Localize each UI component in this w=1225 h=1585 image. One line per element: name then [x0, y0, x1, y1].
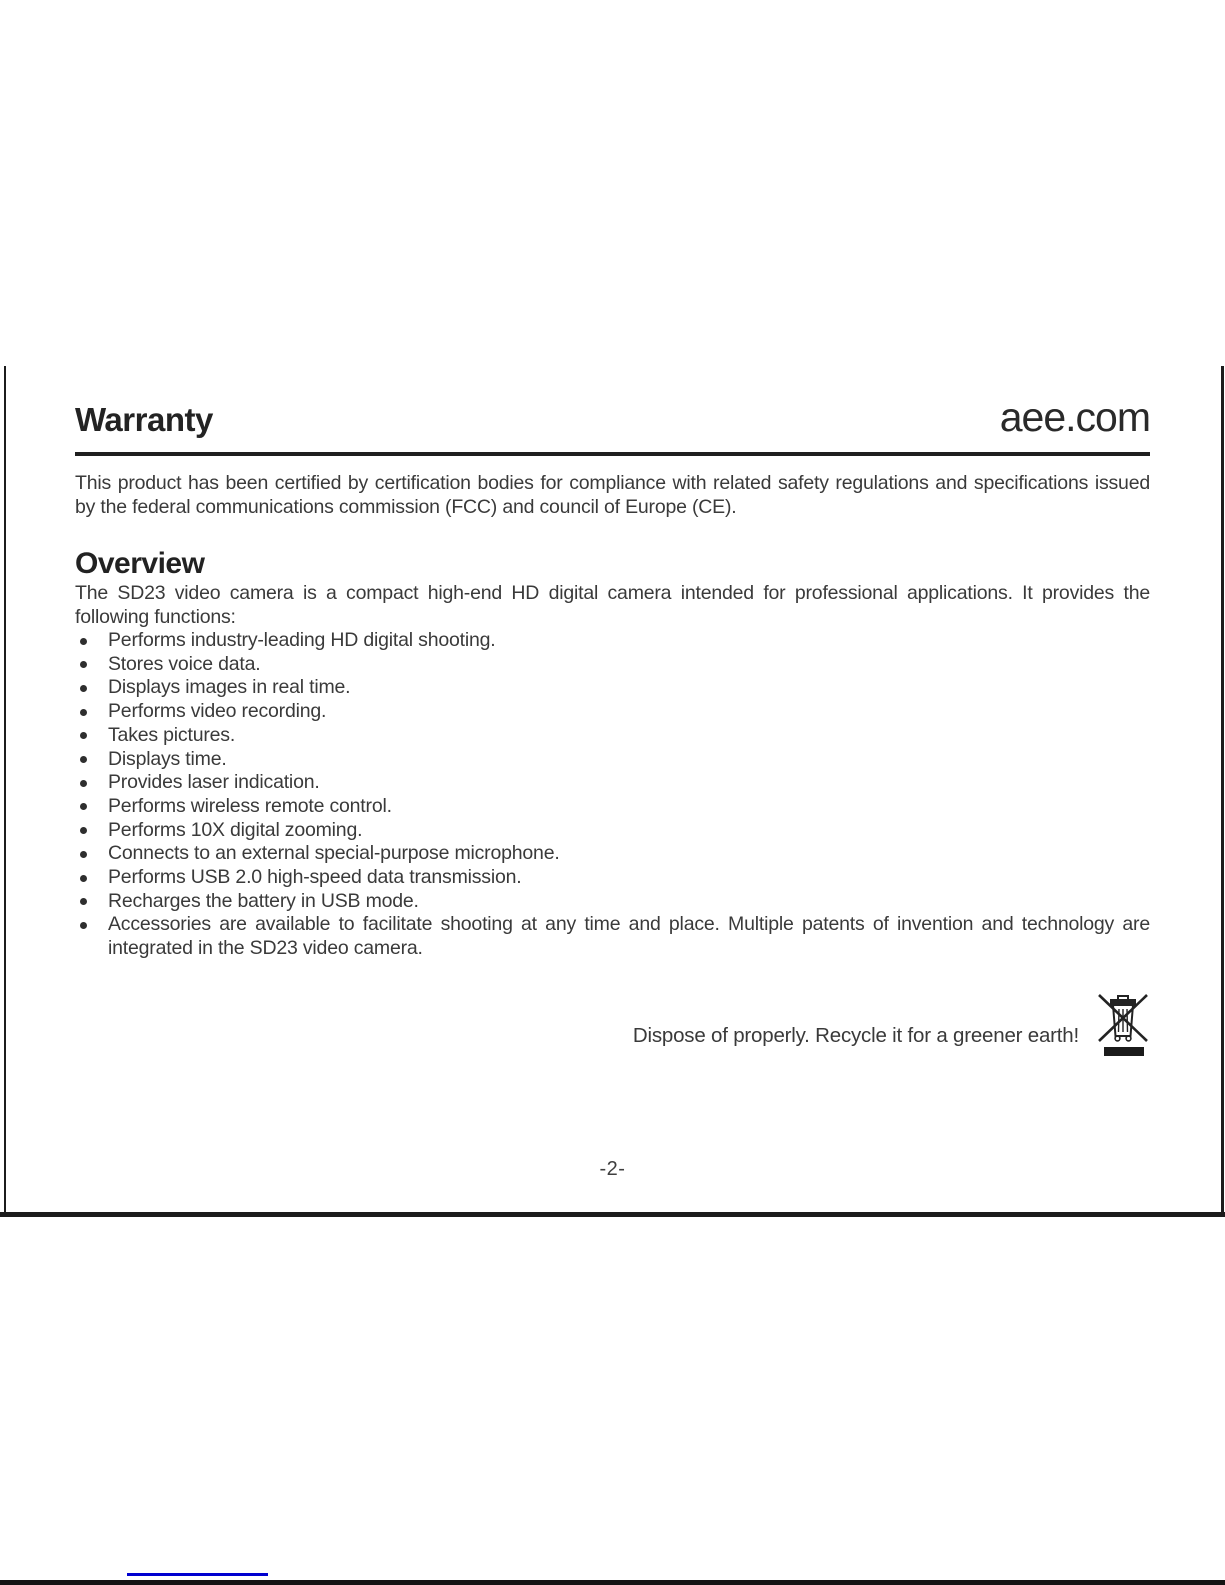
- brand-wordmark: aee.com: [999, 394, 1150, 440]
- list-item: Connects to an external special-purpose microphone.: [75, 842, 1150, 866]
- dispose-note: Dispose of properly. Recycle it for a greener earth!: [632, 1024, 1079, 1047]
- list-item: Accessories are available to facilitate shooting at any time and place. Multiple patents of invention and technology are integrated in the SD23 video camera.: [75, 913, 1150, 960]
- dispose-note-row: [75, 986, 1150, 1058]
- list-item: Performs wireless remote control.: [75, 795, 1150, 819]
- list-item: Displays images in real time.: [75, 676, 1150, 700]
- header-divider: [75, 452, 1150, 456]
- weee-crossed-out-wheelie-bin-icon: [1096, 990, 1150, 1058]
- list-item: Displays time.: [75, 748, 1150, 772]
- list-item: Performs USB 2.0 high-speed data transmission.: [75, 866, 1150, 890]
- list-item: Recharges the battery in USB mode.: [75, 890, 1150, 914]
- overview-lead-paragraph: The SD23 video camera is a compact high-end HD digital camera intended for professional applications. It provides the following functions:: [75, 582, 1150, 629]
- screenshot-bottom-border: [0, 1580, 1225, 1585]
- list-item: Performs video recording.: [75, 700, 1150, 724]
- list-item: Provides laser indication.: [75, 771, 1150, 795]
- overview-heading: Overview: [75, 547, 205, 580]
- page-header: [75, 394, 1150, 441]
- list-item: Performs industry-leading HD digital shooting.: [75, 629, 1150, 653]
- list-item: Takes pictures.: [75, 724, 1150, 748]
- page-frame-bottom-edge: [0, 1212, 1225, 1217]
- page-title: Warranty: [75, 401, 213, 438]
- list-item: Stores voice data.: [75, 653, 1150, 677]
- page-frame-right-edge: [1221, 366, 1224, 1216]
- footer-link-underline[interactable]: [127, 1573, 268, 1576]
- page-frame-left-edge: [4, 366, 6, 1216]
- certification-paragraph: This product has been certified by certification bodies for compliance with related safety regulations and specifications issued by the federal communications commission (FCC) and council of Europe (CE).: [75, 472, 1150, 519]
- page-number: -2-: [599, 1158, 626, 1180]
- feature-list: [75, 629, 1150, 961]
- list-item: Performs 10X digital zooming.: [75, 819, 1150, 843]
